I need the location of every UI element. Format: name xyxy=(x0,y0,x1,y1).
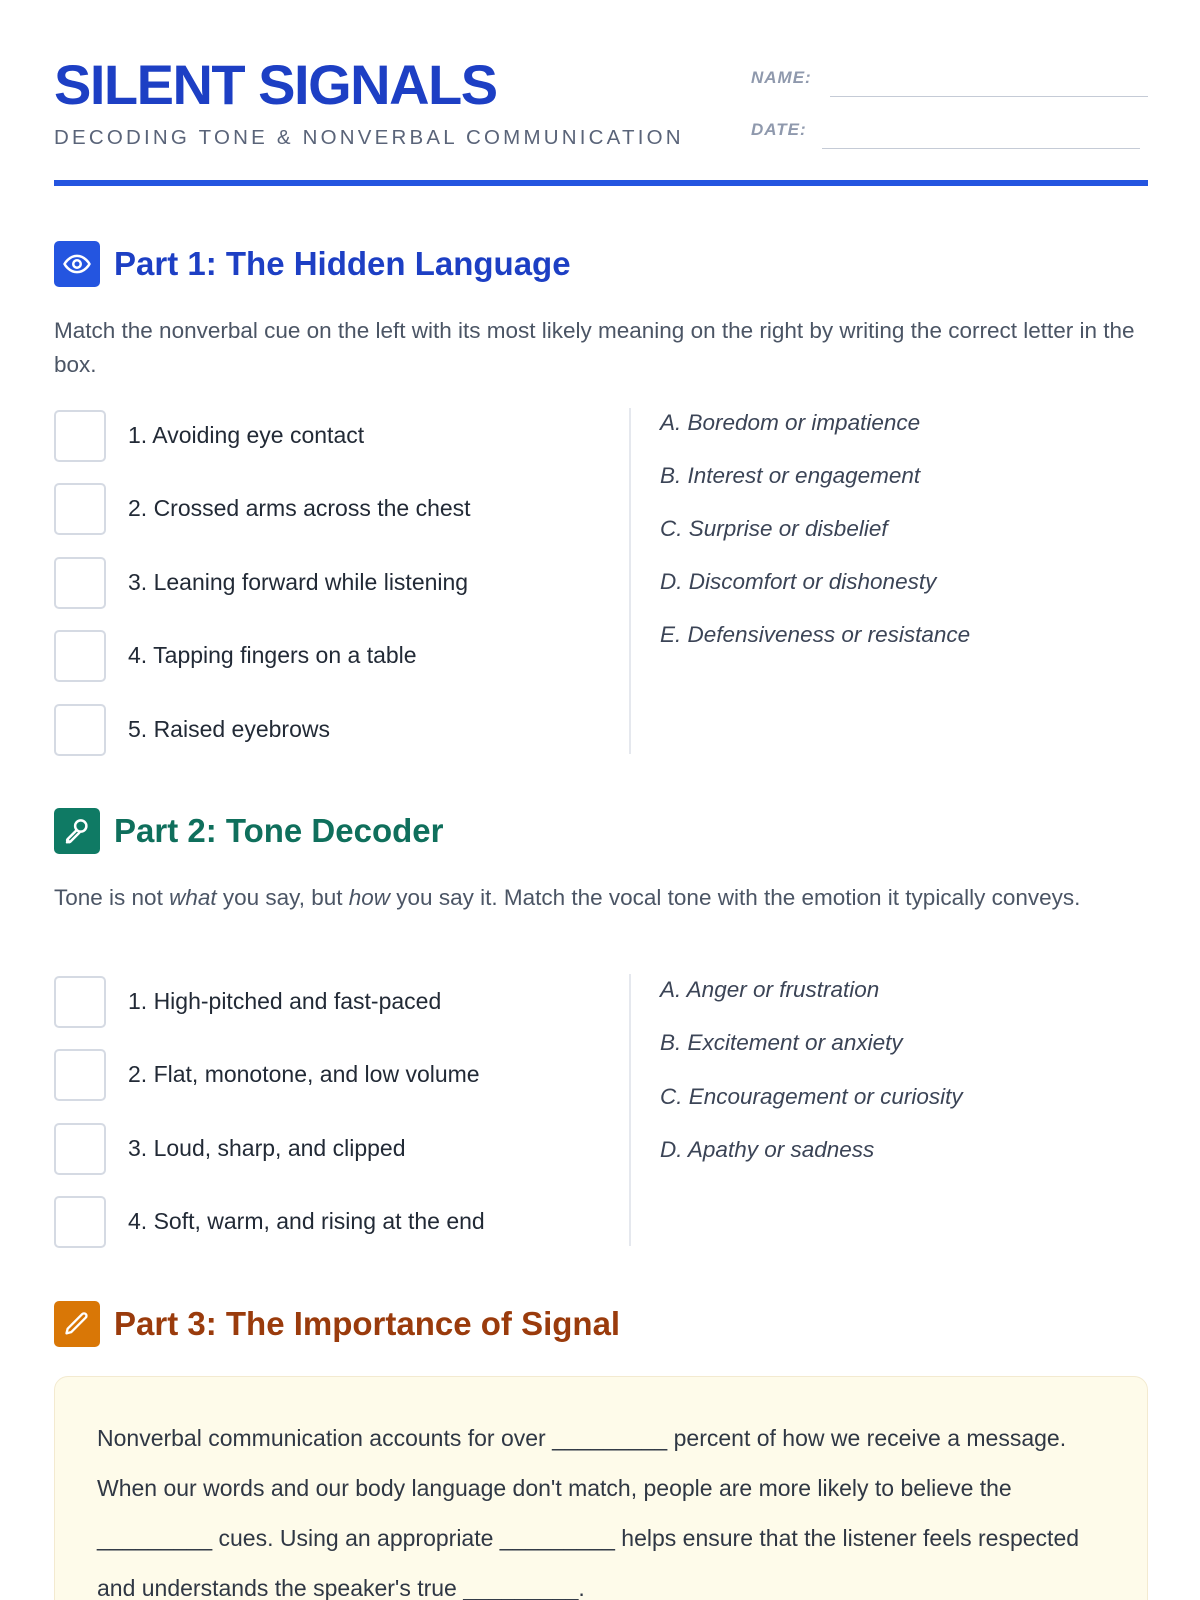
answer-box[interactable] xyxy=(54,976,106,1028)
option-item: C. Surprise or disbelief xyxy=(660,516,888,541)
name-label: NAME: xyxy=(751,68,812,87)
instr-text: you say, but xyxy=(216,885,349,910)
option-item: A. Boredom or impatience xyxy=(660,410,921,435)
worksheet-subtitle: DECODING TONE & NONVERBAL COMMUNICATION xyxy=(54,126,684,149)
eye-icon xyxy=(54,241,100,287)
answer-box[interactable] xyxy=(54,1049,106,1101)
answer-box[interactable] xyxy=(54,557,106,609)
part2-instructions xyxy=(54,881,1148,915)
instr-text: Tone is not xyxy=(54,885,170,910)
list-item xyxy=(54,1123,629,1175)
list-item xyxy=(54,483,629,535)
list-item xyxy=(54,630,629,682)
list-item xyxy=(54,410,629,462)
cue-label: 2. Flat, monotone, and low volume xyxy=(128,1061,480,1087)
instr-emphasis: how xyxy=(348,885,391,910)
cue-label: 5. Raised eyebrows xyxy=(128,716,330,742)
header-rule xyxy=(54,180,1148,186)
answer-box[interactable] xyxy=(54,1123,106,1175)
list-item xyxy=(54,557,629,609)
instr-text: you say it. Match the vocal tone with the emotion it typically conveys. xyxy=(390,885,1081,910)
fill-in-paragraph: Nonverbal communication accounts for over _________ percent of how we receive a message. When our words and our body language don't match, people are more likely to believe the _________ cues. Using an appropriate _________ helps ensure that the listener feels respected and understands the speaker's true _________. xyxy=(97,1425,1080,1600)
list-item xyxy=(54,704,629,756)
option-item: E. Defensiveness or resistance xyxy=(660,622,971,647)
instr-emphasis: what xyxy=(169,885,217,910)
cue-label: 2. Crossed arms across the chest xyxy=(128,495,471,521)
list-item xyxy=(54,976,629,1028)
part2-title: Part 2: Tone Decoder xyxy=(114,812,444,849)
part1-title: Part 1: The Hidden Language xyxy=(114,245,571,282)
list-item xyxy=(54,1196,629,1248)
cue-label: 4. Tapping fingers on a table xyxy=(128,642,417,668)
worksheet-title: SILENT SIGNALS xyxy=(54,53,497,116)
cue-label: 1. Avoiding eye contact xyxy=(128,422,365,448)
part1-instructions: Match the nonverbal cue on the left with its most likely meaning on the right by writing the correct letter in the box. xyxy=(54,318,1135,377)
answer-box[interactable] xyxy=(54,483,106,535)
option-item: B. Excitement or anxiety xyxy=(660,1030,903,1055)
answer-box[interactable] xyxy=(54,1196,106,1248)
date-label: DATE: xyxy=(751,120,807,139)
part3-title: Part 3: The Importance of Signal xyxy=(114,1305,621,1342)
answer-box[interactable] xyxy=(54,630,106,682)
option-item: D. Discomfort or dishonesty xyxy=(660,569,937,594)
worksheet-header xyxy=(54,52,1148,188)
pencil-icon xyxy=(54,1301,100,1347)
cue-label: 3. Leaning forward while listening xyxy=(128,569,469,595)
answer-box[interactable] xyxy=(54,410,106,462)
name-field[interactable] xyxy=(830,96,1148,97)
microphone-icon xyxy=(54,808,100,854)
option-item: A. Anger or frustration xyxy=(660,977,880,1002)
cue-label: 3. Loud, sharp, and clipped xyxy=(128,1135,406,1161)
column-divider xyxy=(629,974,631,1246)
cue-label: 4. Soft, warm, and rising at the end xyxy=(128,1208,485,1234)
column-divider xyxy=(629,408,631,754)
option-item: C. Encouragement or curiosity xyxy=(660,1084,963,1109)
cue-label: 1. High-pitched and fast-paced xyxy=(128,988,442,1014)
list-item xyxy=(54,1049,629,1101)
fill-in-callout xyxy=(54,1376,1148,1600)
option-item: B. Interest or engagement xyxy=(660,463,921,488)
answer-box[interactable] xyxy=(54,704,106,756)
option-item: D. Apathy or sadness xyxy=(660,1137,875,1162)
date-field[interactable] xyxy=(822,148,1140,149)
